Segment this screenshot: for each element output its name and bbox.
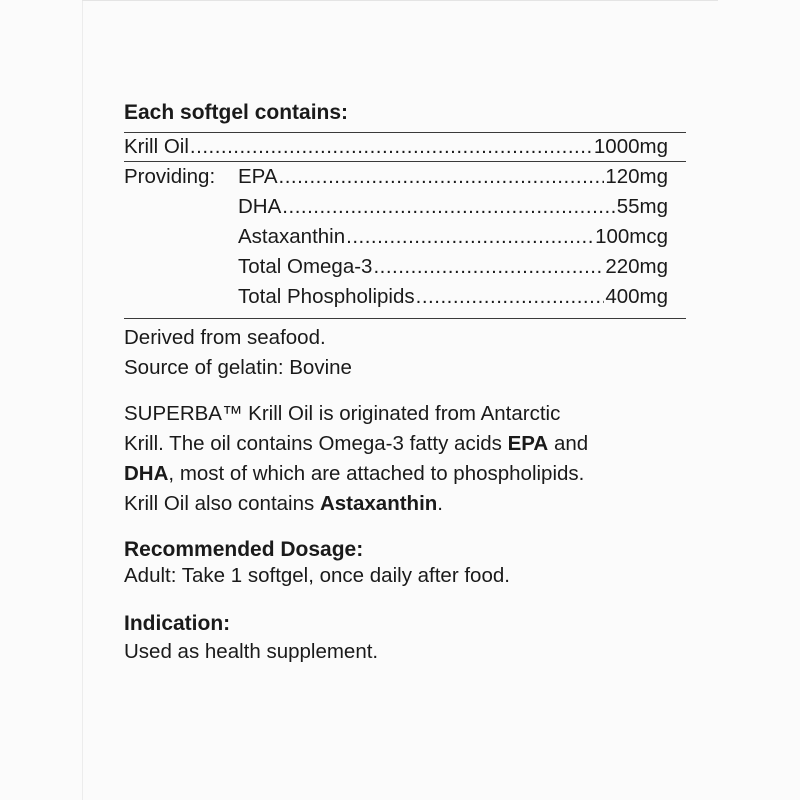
description-block bbox=[124, 399, 686, 519]
phospholipids-label: Total Phospholipids bbox=[238, 285, 415, 308]
description-line-4: Krill Oil also contains Astaxanthin. bbox=[124, 492, 443, 515]
dosage-heading: Recommended Dosage: bbox=[124, 538, 364, 561]
epa-row bbox=[124, 162, 668, 192]
supplement-facts-panel bbox=[124, 100, 686, 667]
gelatin-note: Source of gelatin: Bovine bbox=[124, 356, 352, 379]
page-top-line bbox=[82, 0, 718, 1]
page-edge-line bbox=[82, 0, 83, 800]
omega3-label: Total Omega-3 bbox=[238, 255, 373, 278]
astaxanthin-row bbox=[124, 222, 668, 252]
indication-heading: Indication: bbox=[124, 612, 231, 635]
astaxanthin-value: 100mcg bbox=[595, 225, 668, 248]
indication-text: Used as health supplement. bbox=[124, 640, 379, 663]
leader-dots bbox=[346, 222, 594, 252]
description-line-2: Krill. The oil contains Omega-3 fatty acids EPA and bbox=[124, 432, 589, 455]
description-line-1: SUPERBA™ Krill Oil is originated from Antarctic bbox=[124, 402, 561, 425]
dha-label: DHA bbox=[238, 195, 282, 218]
contents-heading: Each softgel contains: bbox=[124, 101, 349, 124]
providing-prefix: Providing: bbox=[124, 165, 216, 188]
leader-dots bbox=[282, 192, 615, 222]
description-line-3: DHA, most of which are attached to phospholipids. bbox=[124, 462, 585, 485]
epa-label: EPA bbox=[238, 165, 278, 188]
epa-bold: EPA bbox=[507, 432, 549, 455]
phospholipids-row bbox=[124, 282, 668, 312]
dha-value: 55mg bbox=[616, 195, 668, 218]
epa-value: 120mg bbox=[605, 165, 668, 188]
leader-dots bbox=[190, 133, 593, 161]
derived-note: Derived from seafood. bbox=[124, 326, 326, 349]
phospholipids-value: 400mg bbox=[605, 285, 668, 308]
dosage-text: Adult: Take 1 softgel, once daily after food. bbox=[124, 564, 510, 587]
omega3-row bbox=[124, 252, 668, 282]
krill-oil-row bbox=[124, 133, 668, 161]
leader-dots bbox=[416, 282, 605, 312]
leader-dots bbox=[279, 162, 605, 192]
dha-bold: DHA bbox=[124, 462, 169, 485]
omega3-value: 220mg bbox=[605, 255, 668, 278]
dha-row bbox=[124, 192, 668, 222]
astaxanthin-bold: Astaxanthin bbox=[319, 492, 438, 515]
krill-oil-value: 1000mg bbox=[593, 135, 668, 158]
krill-oil-label: Krill Oil bbox=[124, 135, 189, 158]
astaxanthin-label: Astaxanthin bbox=[238, 225, 346, 248]
leader-dots bbox=[373, 252, 604, 282]
